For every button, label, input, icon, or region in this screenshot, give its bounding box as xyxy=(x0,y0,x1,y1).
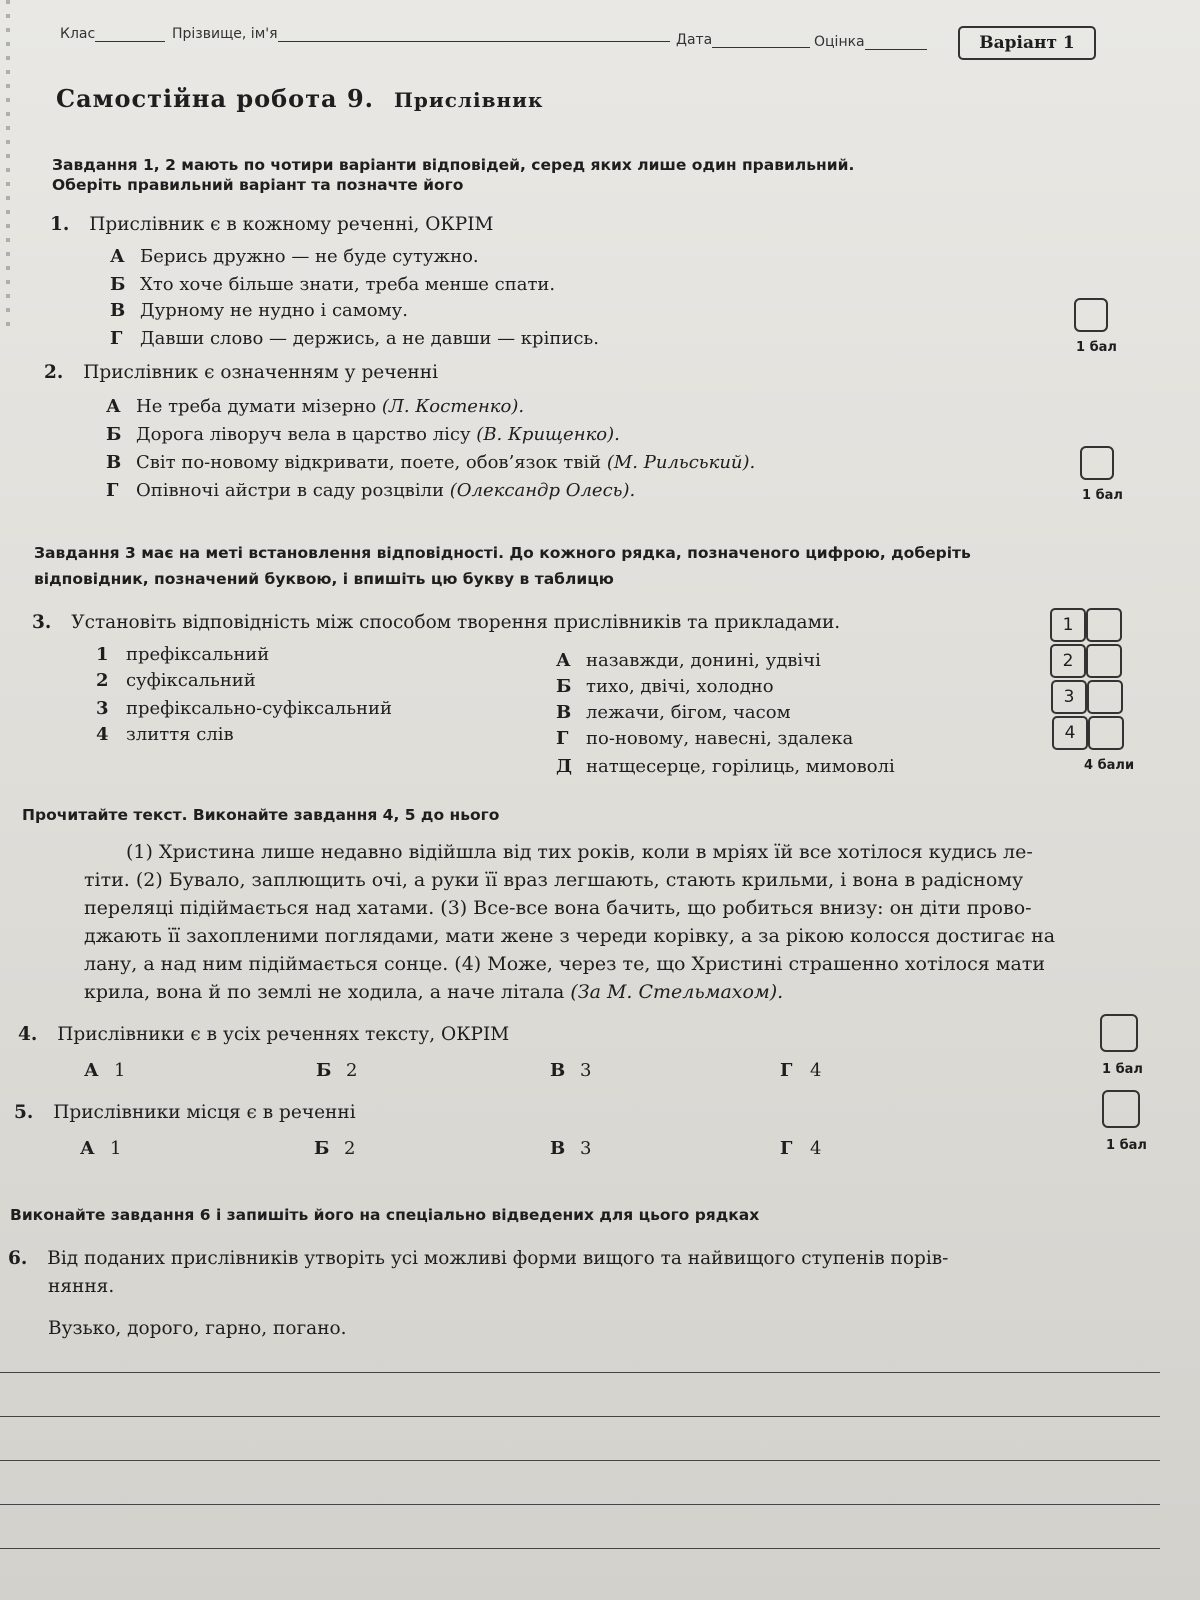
instruction-1-line-1: Завдання 1, 2 мають по чотири варіанти відповідей, серед яких лише один правильний. xyxy=(52,156,855,174)
answer-line-3[interactable] xyxy=(0,1460,1160,1461)
answer-line-5[interactable] xyxy=(0,1548,1160,1549)
option-text: 2 xyxy=(346,1060,358,1081)
title-main: Самостійна робота 9. xyxy=(56,84,375,113)
question-1-number: 1. xyxy=(50,214,70,235)
q5-option-c[interactable] xyxy=(550,1138,591,1159)
option-text: 4 xyxy=(810,1138,822,1159)
q3-left-2 xyxy=(96,670,256,691)
option-text: 3 xyxy=(580,1060,592,1081)
option-letter: Б xyxy=(314,1138,330,1159)
q3-left-3 xyxy=(96,698,392,719)
option-source: (Олександр Олесь). xyxy=(449,480,636,501)
option-letter: Г xyxy=(780,1060,793,1081)
q3-right-c xyxy=(556,702,791,723)
reading-line-5: лану, а над ним підіймається сонце. (4) Може, через те, що Христині страшенно хотілося мати xyxy=(84,953,1046,975)
q3-left-1 xyxy=(96,644,269,665)
q3-table-label-2: 2 xyxy=(1050,644,1086,678)
question-4 xyxy=(18,1024,509,1045)
reading-line-1: (1) Христина лише недавно відійшла від тих років, коли в мріях їй все хотілося кудись ле- xyxy=(126,841,1033,863)
option-text: Давши слово — держись, а не давши — кріпись. xyxy=(140,328,599,349)
option-source: (М. Рильський). xyxy=(606,452,756,473)
left-text: префіксальний xyxy=(126,644,270,665)
option-letter: В xyxy=(550,1138,566,1159)
reading-instruction: Прочитайте текст. Виконайте завдання 4, 5 до нього xyxy=(22,806,500,824)
q2-option-b[interactable] xyxy=(106,424,620,445)
option-letter: Г xyxy=(780,1138,793,1159)
left-number: 4 xyxy=(96,724,109,745)
left-text: суфіксальний xyxy=(126,670,256,691)
reading-source: (За М. Стельмахом). xyxy=(570,981,784,1003)
header-date-field xyxy=(676,32,810,48)
option-letter: Г xyxy=(110,328,123,349)
q5-option-d[interactable] xyxy=(780,1138,821,1159)
q3-table-label-3: 3 xyxy=(1051,680,1087,714)
option-letter: В xyxy=(550,1060,566,1081)
q1-option-c[interactable] xyxy=(110,300,408,321)
question-6 xyxy=(8,1248,948,1269)
left-text: злиття слів xyxy=(126,724,234,745)
right-letter: А xyxy=(556,650,571,671)
instruction-2-line-2: відповідник, позначений буквою, і впишіть цю букву в таблицю xyxy=(34,570,614,588)
q1-answer-box[interactable] xyxy=(1074,298,1108,332)
q3-right-a xyxy=(556,650,821,671)
q2-option-d[interactable] xyxy=(106,480,635,501)
option-letter: В xyxy=(110,300,126,321)
name-label: Прізвище, ім'я xyxy=(172,26,278,42)
header-grade-field xyxy=(814,34,927,50)
question-3-text: Установіть відповідність між способом творення прислівників та прикладами. xyxy=(71,612,841,633)
q4-option-d[interactable] xyxy=(780,1060,821,1081)
q1-option-a[interactable] xyxy=(110,246,479,267)
option-text: 1 xyxy=(110,1138,122,1159)
binding-holes xyxy=(6,0,10,330)
question-5-number: 5. xyxy=(14,1102,34,1123)
instruction-2-line-1: Завдання 3 має на меті встановлення відповідності. До кожного рядка, позначеного цифрою, доберіть xyxy=(34,544,971,562)
q4-score: 1 бал xyxy=(1102,1062,1143,1077)
option-text: Берись дружно — не буде сутужно. xyxy=(140,246,479,267)
q2-option-a[interactable] xyxy=(106,396,524,417)
q3-left-4 xyxy=(96,724,234,745)
reading-line-6 xyxy=(84,978,783,1006)
grade-label: Оцінка xyxy=(814,34,865,50)
title-sub: Прислівник xyxy=(394,88,544,112)
q3-table-cell-3[interactable] xyxy=(1087,680,1123,714)
q4-option-a[interactable] xyxy=(84,1060,125,1081)
reading-line-4: джають її захопленими поглядами, мати жене з череди корівку, а за рікою колосся достигає на xyxy=(84,925,1056,947)
answer-line-2[interactable] xyxy=(0,1416,1160,1417)
right-text: по-новому, навесні, здалека xyxy=(586,728,854,749)
left-number: 1 xyxy=(96,644,109,665)
reading-line-2: тіти. (2) Бувало, заплющить очі, а руки її враз легшають, стають крильми, і вона в радісному xyxy=(84,869,1024,891)
answer-line-4[interactable] xyxy=(0,1504,1160,1505)
reading-last-line: крила, вона й по землі не ходила, а наче літала xyxy=(84,981,571,1003)
option-source: (Л. Костенко). xyxy=(381,396,525,417)
left-number: 3 xyxy=(96,698,109,719)
question-6-words: Вузько, дорого, гарно, погано. xyxy=(48,1318,347,1339)
question-6-line-1: Від поданих прислівників утворіть усі можливі форми вищого та найвищого ступенів порів- xyxy=(47,1248,949,1269)
q5-option-a[interactable] xyxy=(80,1138,121,1159)
q3-score: 4 бали xyxy=(1084,758,1135,773)
option-letter: Б xyxy=(106,424,122,445)
option-text: Хто хоче більше знати, треба менше спати. xyxy=(140,274,556,295)
q5-answer-box[interactable] xyxy=(1102,1090,1140,1128)
q1-option-b[interactable] xyxy=(110,274,555,295)
option-text: 3 xyxy=(580,1138,592,1159)
option-text: Дурному не нудно і самому. xyxy=(140,300,408,321)
question-4-text: Прислівники є в усіх реченнях тексту, ОКРІМ xyxy=(57,1024,510,1045)
q3-right-b xyxy=(556,676,774,697)
q2-option-c[interactable] xyxy=(106,452,755,473)
question-2 xyxy=(44,362,438,383)
q1-option-d[interactable] xyxy=(110,328,599,349)
option-text: Світ по-новому відкривати, поете, обов’язок твій xyxy=(136,452,607,473)
question-3 xyxy=(32,612,840,633)
option-letter: А xyxy=(106,396,121,417)
q3-table-label-1: 1 xyxy=(1050,608,1086,642)
header-class-field xyxy=(60,26,165,42)
right-text: тихо, двічі, холодно xyxy=(586,676,774,697)
question-6-number: 6. xyxy=(8,1248,28,1269)
q2-score: 1 бал xyxy=(1082,488,1123,503)
q5-option-b[interactable] xyxy=(314,1138,355,1159)
q4-option-b[interactable] xyxy=(316,1060,357,1081)
question-2-number: 2. xyxy=(44,362,64,383)
right-letter: Д xyxy=(556,756,573,777)
option-text: Не треба думати мізерно xyxy=(136,396,382,417)
option-text: Дорога ліворуч вела в царство лісу xyxy=(136,424,477,445)
q3-table-cell-1[interactable] xyxy=(1086,608,1122,642)
right-letter: В xyxy=(556,702,572,723)
option-letter: А xyxy=(84,1060,99,1081)
left-number: 2 xyxy=(96,670,109,691)
right-letter: Г xyxy=(556,728,569,749)
left-text: префіксально-суфіксальний xyxy=(126,698,393,719)
grade-input-line[interactable] xyxy=(865,35,927,50)
variant-badge: Варіант 1 xyxy=(958,26,1096,60)
question-3-number: 3. xyxy=(32,612,52,633)
option-letter: А xyxy=(80,1138,95,1159)
right-text: натщесерце, горілиць, мимоволі xyxy=(586,756,895,777)
q3-table-cell-4[interactable] xyxy=(1088,716,1124,750)
question-1-text: Прислівник є в кожному реченні, ОКРІМ xyxy=(89,214,494,235)
q3-table-cell-2[interactable] xyxy=(1086,644,1122,678)
right-text: назавжди, донині, удвічі xyxy=(586,650,821,671)
q3-table-label-4: 4 xyxy=(1052,716,1088,750)
right-text: лежачи, бігом, часом xyxy=(586,702,791,723)
date-input-line[interactable] xyxy=(712,33,810,48)
header-name-field xyxy=(172,26,670,42)
question-2-text: Прислівник є означенням у реченні xyxy=(83,362,438,383)
q4-answer-box[interactable] xyxy=(1100,1014,1138,1052)
question-5 xyxy=(14,1102,356,1123)
class-input-line[interactable] xyxy=(95,27,165,42)
option-source: (В. Крищенко). xyxy=(476,424,620,445)
option-text: 2 xyxy=(344,1138,356,1159)
right-letter: Б xyxy=(556,676,572,697)
question-1 xyxy=(50,214,493,235)
option-letter: А xyxy=(110,246,125,267)
option-letter: Б xyxy=(110,274,126,295)
reading-line-3: переляці підіймається над хатами. (3) Все-все вона бачить, що робиться внизу: он діти прово- xyxy=(84,897,1032,919)
option-text: Опівночі айстри в саду розцвіли xyxy=(136,480,450,501)
name-input-line[interactable] xyxy=(278,27,670,42)
question-5-text: Прислівники місця є в реченні xyxy=(53,1102,356,1123)
q4-option-c[interactable] xyxy=(550,1060,591,1081)
date-label: Дата xyxy=(676,32,713,48)
option-text: 4 xyxy=(810,1060,822,1081)
instruction-1-line-2: Оберіть правильний варіант та позначте його xyxy=(52,176,464,194)
class-label: Клас xyxy=(60,26,96,42)
instruction-3: Виконайте завдання 6 і запишіть його на спеціально відведених для цього рядках xyxy=(10,1206,760,1224)
q3-right-d xyxy=(556,728,853,749)
q2-answer-box[interactable] xyxy=(1080,446,1114,480)
q3-right-e xyxy=(556,756,895,777)
option-letter: Б xyxy=(316,1060,332,1081)
page-title xyxy=(56,84,543,113)
question-4-number: 4. xyxy=(18,1024,38,1045)
q1-score: 1 бал xyxy=(1076,340,1117,355)
question-6-line-2: няння. xyxy=(48,1276,115,1297)
q5-score: 1 бал xyxy=(1106,1138,1147,1153)
option-letter: В xyxy=(106,452,122,473)
option-letter: Г xyxy=(106,480,119,501)
option-text: 1 xyxy=(114,1060,126,1081)
answer-line-1[interactable] xyxy=(0,1372,1160,1373)
